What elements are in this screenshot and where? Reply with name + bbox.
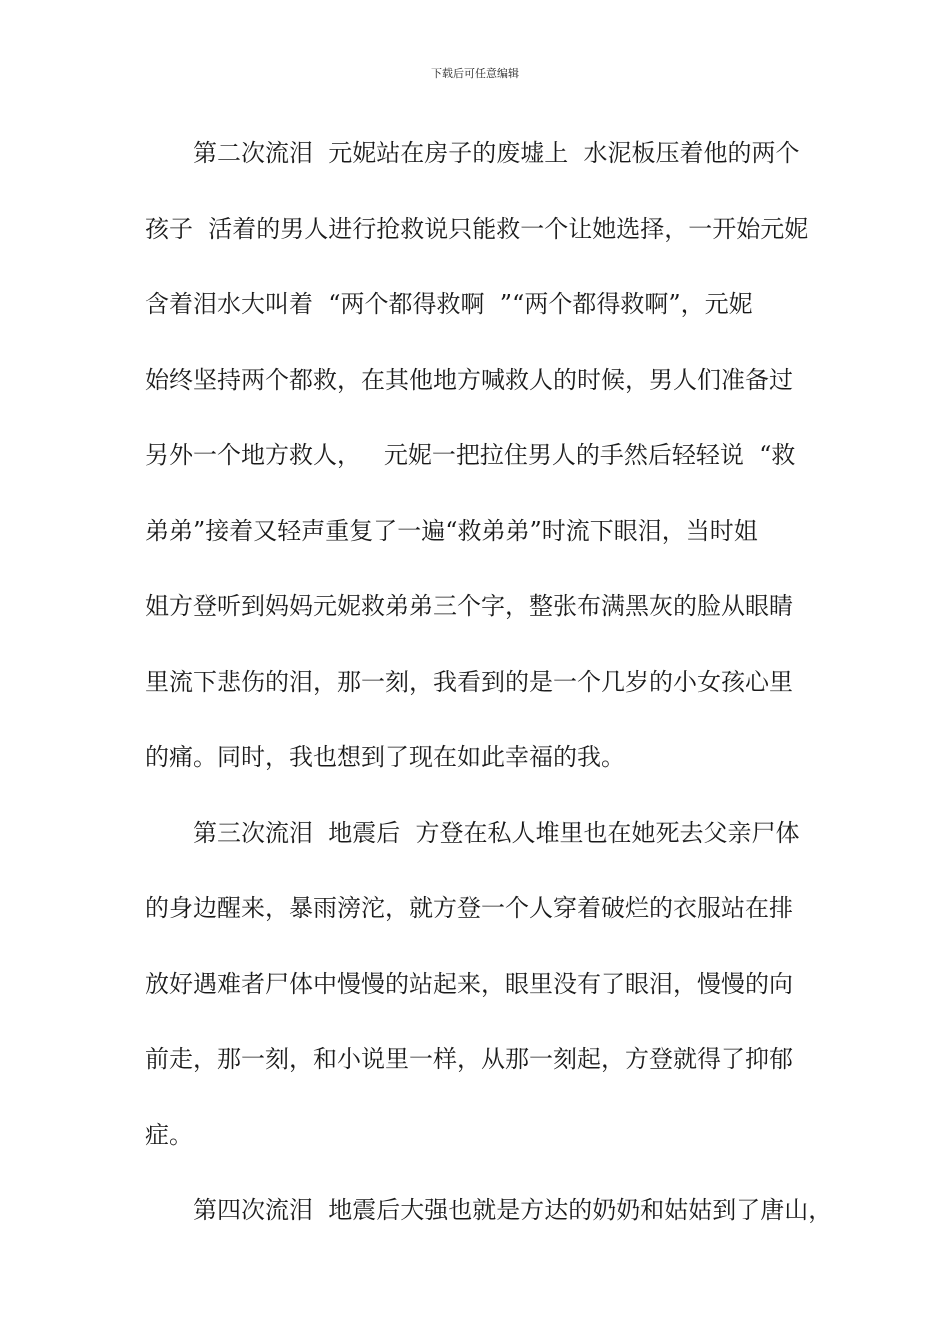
text-line: 含着泪水大叫着 “两个都得救啊 ”“两个都得救啊”，元妮	[145, 290, 753, 318]
text-line: 放好遇难者尸体中慢慢的站起来，眼里没有了眼泪，慢慢的向	[145, 969, 793, 998]
page-header: 下载后可任意编辑	[431, 67, 519, 80]
text-line: 第四次流泪 地震后大强也就是方达的奶奶和姑姑到了唐山，	[193, 1196, 833, 1224]
text-line: 第三次流泪 地震后 方登在私人堆里也在她死去父亲尸体	[193, 818, 800, 847]
text-line: 前走，那一刻，和小说里一样，从那一刻起，方登就得了抑郁	[145, 1045, 793, 1073]
text-line: 姐方登听到妈妈元妮救弟弟三个字，整张布满黑灰的脸从眼睛	[145, 592, 793, 620]
text-line: 的痛。同时，我也想到了现在如此幸福的我。	[145, 743, 625, 771]
text-line: 症。	[145, 1120, 193, 1149]
text-line: 另外一个地方救人， 元妮一把拉住男人的手然后轻轻说 “救	[145, 441, 796, 469]
document-body	[145, 116, 833, 1249]
text-line: 孩子 活着的男人进行抢救说只能救一个让她选择，一开始元妮	[145, 214, 809, 243]
text-line: 弟弟”接着又轻声重复了一遍“救弟弟”时流下眼泪，当时姐	[145, 516, 758, 545]
text-line: 第二次流泪 元妮站在房子的废墟上 水泥板压着他的两个	[193, 139, 800, 167]
text-line: 始终坚持两个都救，在其他地方喊救人的时候，男人们准备过	[145, 365, 793, 394]
text-line: 的身边醒来，暴雨滂沱，就方登一个人穿着破烂的衣服站在排	[145, 894, 793, 922]
text-line: 里流下悲伤的泪，那一刻，我看到的是一个几岁的小女孩心里	[145, 667, 793, 696]
